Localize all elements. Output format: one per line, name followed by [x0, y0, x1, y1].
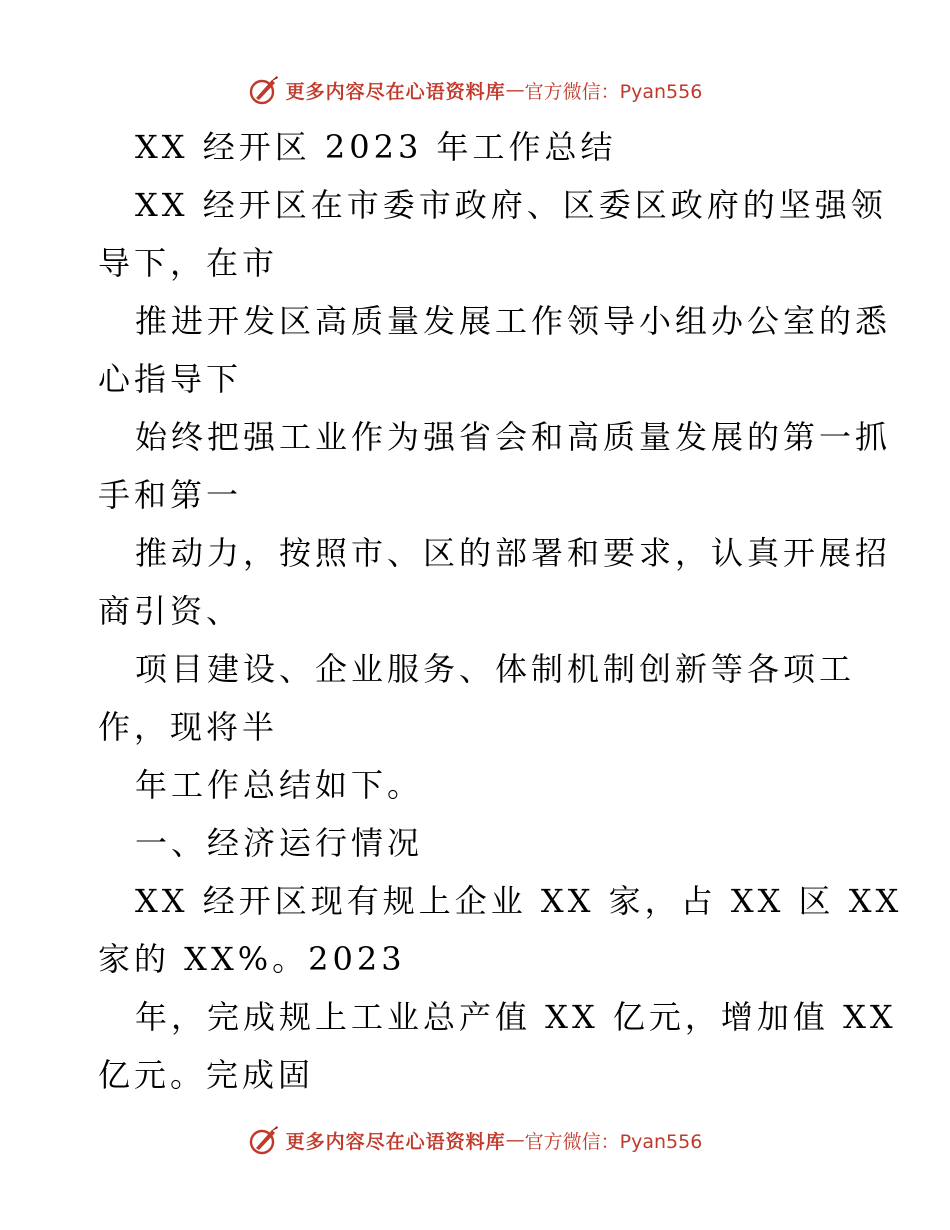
paragraph-line: 商引资、: [98, 592, 243, 630]
banner-separator: —: [505, 79, 525, 101]
paragraph-line: 心指导下: [98, 360, 243, 398]
paragraph-line: 导下，在市: [98, 244, 279, 282]
footer-watermark-banner: [0, 1120, 950, 1160]
paragraph-line: 年，完成规上工业总产值 XX 亿元，增加值 XX: [135, 998, 897, 1036]
banner-wechat-text: 官方微信：Pyan556: [524, 1130, 703, 1153]
paragraph-line: 推进开发区高质量发展工作领导小组办公室的悉: [135, 302, 892, 340]
paragraph-line: XX 经开区现有规上企业 XX 家，占 XX 区 XX: [135, 882, 903, 920]
document-title: XX 经开区 2023 年工作总结: [135, 128, 617, 166]
header-watermark-banner: [0, 70, 950, 110]
paragraph-line: 始终把强工业作为强省会和高质量发展的第一抓: [135, 418, 892, 456]
quill-pen-logo-icon: [248, 74, 280, 106]
paragraph-line: 家的 XX%。2023: [98, 940, 406, 978]
document-body: [98, 118, 903, 1104]
paragraph-line: 作，现将半: [98, 708, 279, 746]
section-heading: 一、经济运行情况: [135, 824, 424, 862]
paragraph-line: 推动力，按照市、区的部署和要求，认真开展招: [135, 534, 892, 572]
paragraph-line: 年工作总结如下。: [135, 766, 424, 804]
paragraph-line: 手和第一: [98, 476, 243, 514]
banner-separator: —: [505, 1129, 525, 1151]
banner-site-text: 更多内容尽在心语资料库: [285, 1130, 506, 1153]
paragraph-line: 项目建设、企业服务、体制机制创新等各项工: [135, 650, 856, 688]
paragraph-line: 亿元。完成固: [98, 1056, 315, 1094]
banner-site-text: 更多内容尽在心语资料库: [285, 80, 506, 103]
banner-wechat-text: 官方微信：Pyan556: [524, 80, 703, 103]
quill-pen-logo-icon: [248, 1124, 280, 1156]
paragraph-line: XX 经开区在市委市政府、区委区政府的坚强领: [135, 186, 887, 224]
